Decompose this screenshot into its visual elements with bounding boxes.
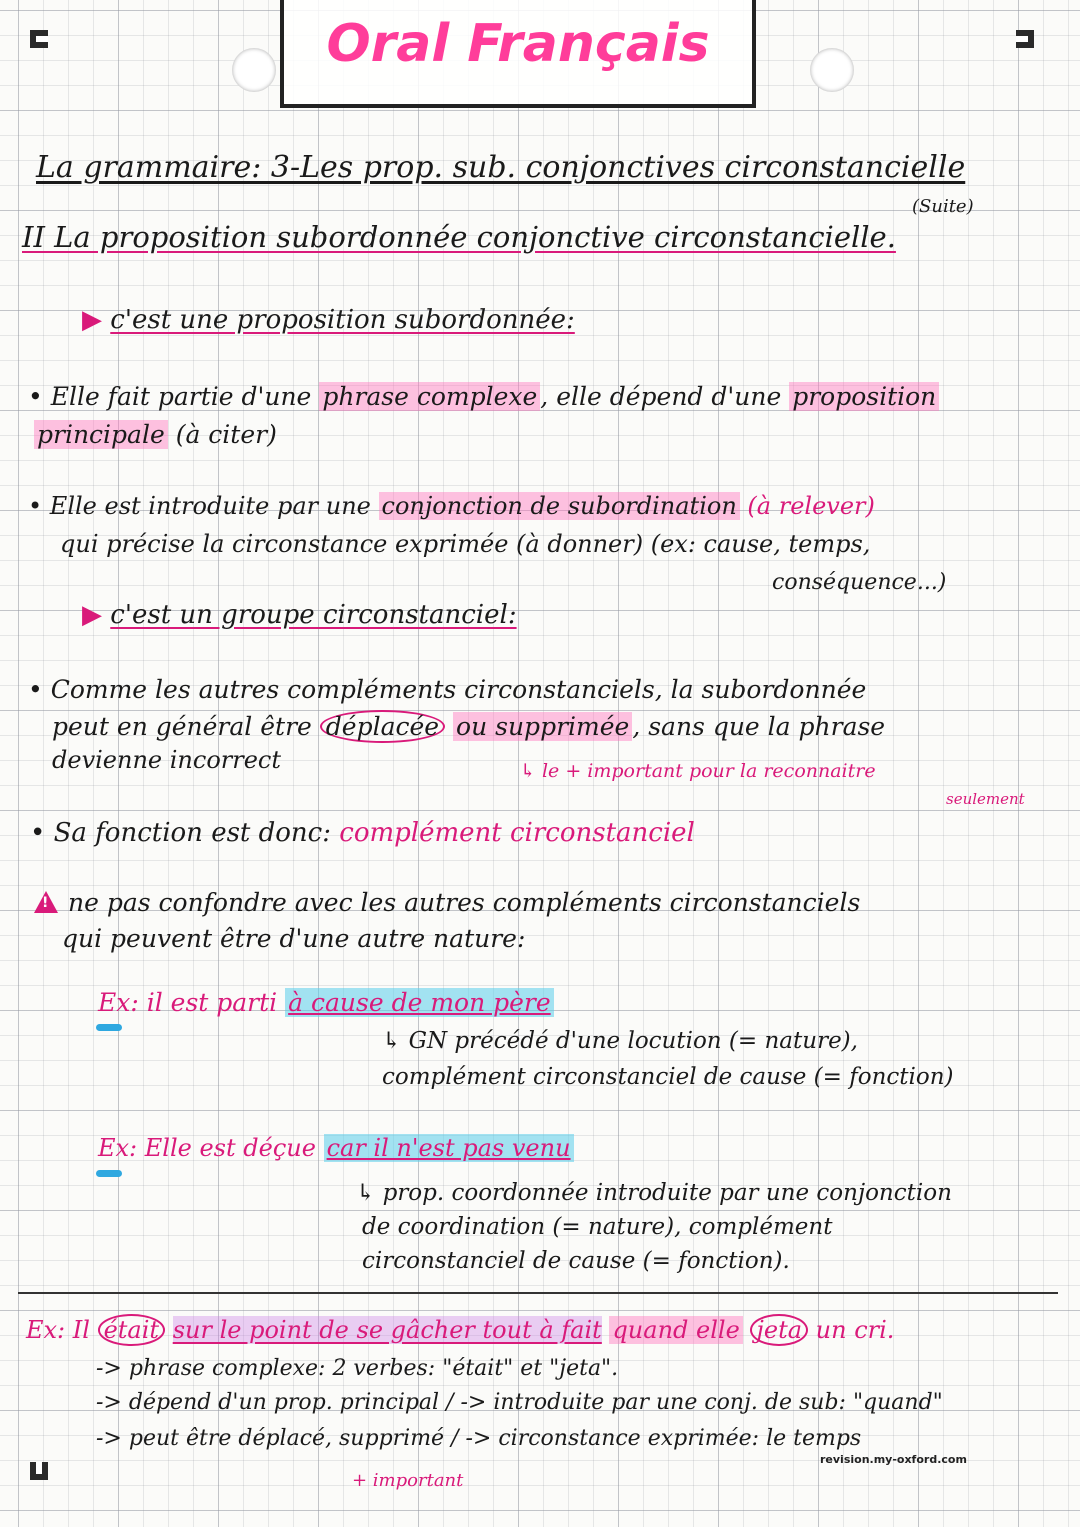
- section2-heading-text: c'est un groupe circonstanciel:: [110, 600, 517, 630]
- example3-detail-3: -> peut être déplacé, supprimé / -> circonstance exprimée: le temps: [96, 1426, 862, 1451]
- bullet-icon: •: [30, 818, 54, 848]
- source-logo: revision.my-oxford.com: [820, 1453, 967, 1466]
- text-span: Elle fait partie d'une: [50, 382, 312, 411]
- example3-sentence: [26, 1316, 894, 1344]
- section1-para2-line1: [28, 492, 875, 520]
- example2-detail-3: circonstanciel de cause (= fonction).: [362, 1248, 790, 1274]
- highlight-phrase-complexe: phrase complexe: [319, 382, 540, 411]
- section1-para2-line3: conséquence...): [772, 570, 947, 595]
- section1-para1-line2: [34, 420, 277, 449]
- section2-para1-line2: [52, 712, 885, 741]
- triangle-bullet-icon: ▶: [82, 305, 111, 335]
- section1-heading-text: c'est une proposition subordonnée:: [110, 305, 575, 335]
- circled-deplacee: déplacée: [320, 710, 445, 743]
- text-span: Comme les autres compléments circonstanciels, la subordonnée: [50, 675, 867, 704]
- example1-detail-1: [382, 1028, 858, 1054]
- example2-line: [98, 1134, 574, 1162]
- section1-para2-line2: qui précise la circonstance exprimée (à donner) (ex: cause, temps,: [60, 530, 871, 558]
- text-span: Sa fonction est donc:: [53, 818, 332, 848]
- highlight-proposition: proposition: [789, 382, 939, 411]
- example3-important: + important: [352, 1470, 464, 1491]
- text-span: Ex: Elle est déçue: [98, 1134, 316, 1162]
- text-span: GN précédé d'une locution (= nature),: [408, 1028, 858, 1054]
- blue-underline-mark: [96, 1170, 122, 1177]
- text-span: prop. coordonnée introduite par une conjonction: [382, 1180, 952, 1206]
- highlight-blue-example2: car il n'est pas venu: [324, 1134, 574, 1162]
- text-span: Il: [72, 1316, 90, 1344]
- circled-etait: était: [98, 1314, 165, 1346]
- bullet-icon: •: [28, 675, 51, 704]
- corner-mark-top-right: [1016, 30, 1034, 48]
- text-span: Elle est introduite par une: [49, 492, 371, 520]
- highlight-conjonction: conjonction de subordination: [379, 492, 740, 520]
- text-span: (à citer): [175, 420, 277, 449]
- bullet-icon: •: [28, 382, 51, 411]
- example1-detail-2: complément circonstanciel de cause (= fonction): [382, 1064, 954, 1090]
- highlight-supprimee: ou supprimée: [453, 712, 632, 741]
- section2-heading: [82, 600, 517, 630]
- arrow-icon: ↳: [520, 760, 542, 782]
- highlight-blue-example1: à cause de mon père: [285, 988, 554, 1017]
- triangle-bullet-icon: ▶: [82, 600, 111, 630]
- text-span: un cri.: [815, 1316, 895, 1344]
- section2-note: [520, 760, 876, 782]
- example2-detail-2: de coordination (= nature), complément: [362, 1214, 833, 1240]
- header-suite: (Suite): [912, 196, 974, 217]
- arrow-icon: ↳: [382, 1028, 409, 1054]
- text-span: (à relever): [747, 492, 875, 520]
- highlight-principale: principale: [34, 420, 168, 449]
- punch-hole-left: [232, 48, 276, 92]
- text-span: , sans que la phrase: [632, 712, 886, 741]
- example3-detail-1: -> phrase complexe: 2 verbes: "était" et "jeta".: [96, 1356, 619, 1381]
- circled-jeta: jeta: [750, 1314, 808, 1346]
- page-title: Oral Français: [326, 14, 710, 74]
- punch-hole-right: [810, 48, 854, 92]
- section2-para1-line1: [28, 675, 866, 704]
- example1-line: [98, 988, 554, 1017]
- corner-mark-top-left: [30, 30, 48, 48]
- section1-heading: [82, 305, 575, 335]
- section-divider: [18, 1292, 1058, 1294]
- example3-detail-2: -> dépend d'un prop. principal / -> introduite par une conj. de sub: "quand": [96, 1390, 943, 1415]
- section2-para1-line3: devienne incorrect: [52, 746, 282, 774]
- arrow-icon: ↳: [356, 1180, 383, 1206]
- header-line-1: La grammaire: 3-Les prop. sub. conjonctives circonstancielle: [36, 150, 966, 185]
- example2-detail-1: [356, 1180, 952, 1206]
- warning-line2: qui peuvent être d'une autre nature:: [62, 924, 526, 953]
- text-span: sur le point de se gâcher tout à fait: [172, 1316, 602, 1344]
- section1-para1-line1: [28, 382, 939, 411]
- text-span: , elle dépend d'une: [540, 382, 782, 411]
- warning-icon: [34, 891, 58, 913]
- text-span: ne pas confondre avec les autres compléments circonstanciels: [68, 888, 861, 917]
- warning-icon-label: !: [42, 895, 49, 911]
- corner-mark-bottom-left: [30, 1462, 48, 1480]
- highlight-quand-elle: quand elle: [609, 1316, 742, 1344]
- header-line-2: II La proposition subordonnée conjonctive circonstancielle.: [22, 220, 896, 254]
- section2-fonction: [30, 818, 695, 848]
- blue-underline-mark: [96, 1024, 122, 1031]
- text-span: le + important pour la reconnaitre: [541, 760, 876, 782]
- text-span: peut en général être: [52, 712, 312, 741]
- bullet-icon: •: [28, 492, 50, 520]
- text-span: Ex: il est parti: [98, 988, 278, 1017]
- section2-note2: seulement: [946, 790, 1025, 808]
- fonction-value: complément circonstanciel: [339, 818, 695, 848]
- text-span: Ex:: [26, 1316, 66, 1344]
- warning-line1: [34, 888, 860, 917]
- title-box: [280, 0, 756, 108]
